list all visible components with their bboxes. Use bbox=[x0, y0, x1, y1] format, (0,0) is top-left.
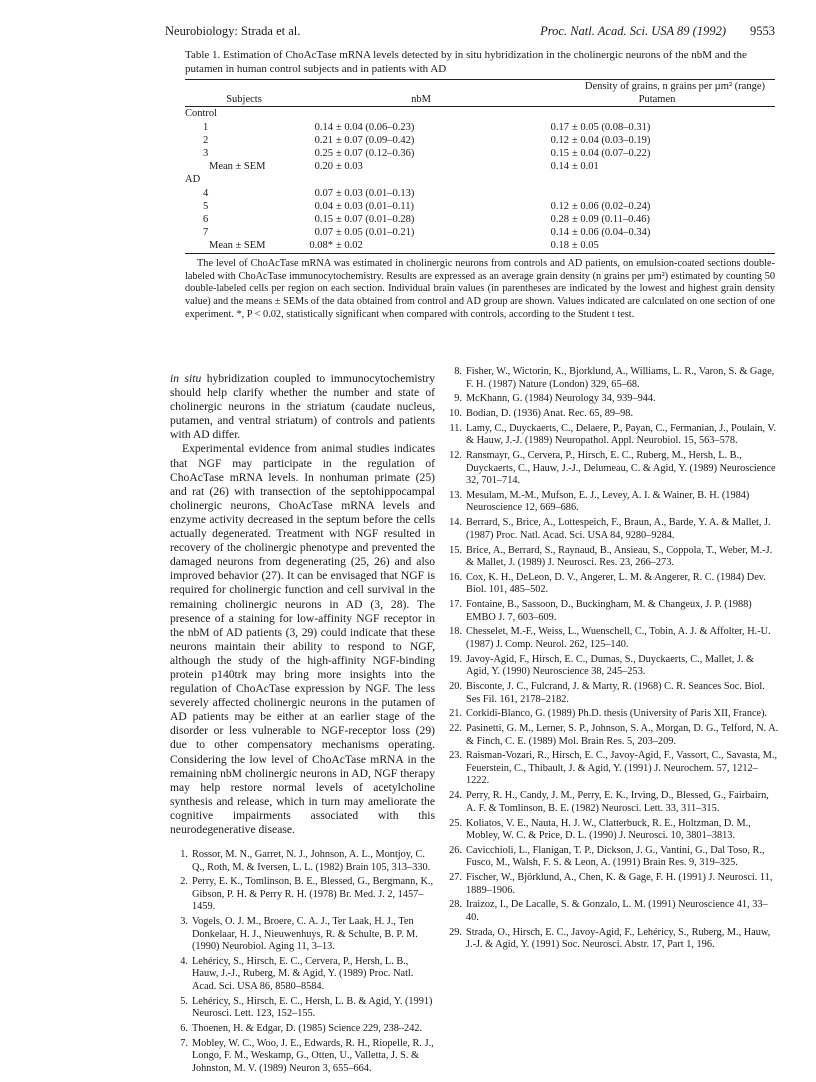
table-row bbox=[185, 213, 775, 226]
nbm-cell-value bbox=[303, 160, 363, 173]
reference-text: Corkidi-Blanco, G. (1989) Ph.D. thesis (University of Paris XII, France). bbox=[466, 708, 768, 720]
reference-text: Thoenen, H. & Edgar, D. (1985) Science 229, 238–242. bbox=[192, 1023, 423, 1035]
reference-number: 15. bbox=[449, 544, 462, 556]
reference-text: Perry, E. K., Tomlinson, B. E., Blessed, G., Bergmann, K., Gibson, P. H. & Perry R. H. (1978) Br. Med. J. 2, 1457–1459. bbox=[192, 876, 434, 913]
reference-text: Lehéricy, S., Hirsch, E. C., Hersh, L. B. & Agid, Y. (1991) Neurosci. Lett. 123, 152–155. bbox=[192, 995, 433, 1020]
reference-item bbox=[444, 708, 779, 721]
nbm-cell-sem: ± 0.04 (0.06–0.23) bbox=[336, 121, 415, 133]
reference-text: Perry, R. H., Candy, J. M., Perry, E. K., Irving, D., Blessed, G., Fairbairn, A. F. & Tomlinson, B. E. (1982) Neurosci. Lett. 33, 311–315. bbox=[466, 790, 769, 814]
nbm-cell-sem: ± 0.07 (0.09–0.42) bbox=[336, 134, 415, 146]
page-number: 9553 bbox=[750, 24, 775, 38]
reference-number: 6. bbox=[180, 1023, 188, 1035]
putamen-cell-sem: ± 0.01 bbox=[572, 161, 599, 173]
nbm-cell-mean: 0.25 bbox=[314, 148, 333, 160]
putamen-cell-mean: 0.28 bbox=[550, 214, 569, 226]
header-journal-name: Proc. Natl. Acad. Sci. USA 89 (1992) bbox=[540, 24, 726, 38]
putamen-cell-value bbox=[539, 160, 599, 173]
nbm-cell-mean: 0.21 bbox=[314, 134, 333, 146]
table-caption: Table 1. Estimation of ChoAcTase mRNA levels detected by in situ hybridization in the cholinergic neurons of the nbM and the putamen in human control subjects and in patients with AD bbox=[185, 49, 747, 75]
nbm-cell-value bbox=[303, 147, 414, 160]
nbm-cell-value bbox=[303, 134, 414, 147]
reference-text: Lehéricy, S., Hirsch, E. C., Cervera, P., Hersh, L. B., Hauw, J.-J., Ruberg, M. & Agid, Y. (1989) Proc. Natl. Acad. Sci. USA 86, 8580–8584. bbox=[192, 955, 414, 992]
putamen-cell-mean: 0.15 bbox=[550, 148, 569, 160]
putamen-cell bbox=[539, 121, 775, 134]
putamen-cell-mean: 0.12 bbox=[550, 134, 569, 146]
putamen-cell-value bbox=[539, 200, 650, 213]
reference-item bbox=[170, 956, 435, 994]
reference-item bbox=[444, 790, 779, 815]
table-row bbox=[185, 200, 775, 213]
reference-text: Ransmayr, G., Cervera, P., Hirsch, E. C., Ruberg, M., Hersh, L. B., Duyckaerts, C., Hauw, J.-J., Delumeau, C. & Agid, Y. (1989) Neuroscience 32, 701–714. bbox=[466, 450, 776, 487]
table-row bbox=[185, 187, 775, 200]
reference-number: 25. bbox=[449, 817, 462, 829]
putamen-cell-value bbox=[539, 213, 650, 226]
span-header: Density of grains, n grains per µm² (range) bbox=[584, 81, 765, 92]
reference-number: 21. bbox=[449, 708, 462, 720]
right-column bbox=[444, 366, 779, 954]
putamen-cell-mean: 0.12 bbox=[550, 200, 569, 212]
nbm-cell-sem: ± 0.03 (0.01–0.11) bbox=[336, 200, 414, 212]
nbm-cell-value bbox=[303, 239, 363, 252]
reference-text: Cox, K. H., DeLeon, D. V., Angerer, L. M. & Angerer, R. C. (1984) Dev. Biol. 101, 485–502. bbox=[466, 571, 766, 596]
reference-text: Fontaine, B., Sassoon, D., Buckingham, M. & Changeux, J. P. (1988) EMBO J. 7, 603–609. bbox=[466, 599, 752, 623]
reference-number: 12. bbox=[449, 450, 462, 462]
reference-item bbox=[444, 927, 779, 952]
putamen-cell-mean: 0.14 bbox=[550, 227, 569, 239]
reference-number: 16. bbox=[449, 571, 462, 583]
reference-number: 13. bbox=[449, 489, 462, 501]
reference-item bbox=[444, 517, 779, 542]
reference-text: Fischer, W., Björklund, A., Chen, K. & Gage, F. H. (1991) J. Neurosci. 11, 1889–1906. bbox=[466, 872, 773, 896]
left-column bbox=[170, 372, 435, 1078]
nbm-cell-value bbox=[303, 187, 414, 200]
nbm-cell bbox=[303, 147, 539, 160]
summary-row bbox=[185, 160, 775, 173]
putamen-cell bbox=[539, 160, 775, 173]
paragraph-2: Experimental evidence from animal studies indicates that NGF may participate in the regulation of ChoAcTase mRNA levels. In nonhuman primate (25) and rat (26) with transection of the septohippocampal cholinergic neurons, ChoAcTase mRNA levels and enzyme activity decreased in the septum before the cells actually degenerated. Treatment with NGF resulted in recovery of the cholinergic phenotype and prevented the damaged neurons from degenerating (25, 26) and also improved behavior (27). It can be envisaged that NGF is required for cholinergic function and cell survival in the remaining cholinergic neurons in AD (3, 28). The presence of a staining for low-affinity NGF receptor in the nbM of AD patients (3, 29) could indicate that these neurons maintain their ability to respond to NGF, although the study of the high-affinity NGF-binding protein p140trk may bring more insights into the regulation of ChoAcTase expression by NGF. The less severely affected cholinergic neurons in the putamen of AD patients may be either at an earlier stage of the disorder or less vulnerable to NGF-receptor loss (29) due to other compensatory mechanisms operating. Considering the low level of ChoAcTase mRNA in the remaining nbM cholinergic neurons in AD, NGF therapy may help restore normal levels of acetylcholine synthesis and release, which in turn may ameliorate the cognitive impairments associated with this neurodegenerative disease. bbox=[170, 442, 435, 836]
reference-item bbox=[444, 681, 779, 706]
nbm-cell-sem: ± 0.07 (0.01–0.28) bbox=[336, 214, 415, 226]
reference-text: Mobley, W. C., Woo, J. E., Edwards, R. H., Riopelle, R. J., Longo, F. M., Weskamp, G., Otten, U., Valletta, J. S. & Johnston, M. V. (1989) Neuron 3, 655–664. bbox=[192, 1037, 434, 1074]
putamen-cell-sem: ± 0.09 (0.11–0.46) bbox=[572, 214, 650, 226]
nbm-cell-sem: ± 0.05 (0.01–0.21) bbox=[336, 227, 415, 239]
reference-item bbox=[444, 450, 779, 488]
table-footnote: The level of ChoAcTase mRNA was estimated in cholinergic neurons from controls and AD patients, on emulsion-coated sections double-labeled with ChoAcTase immunocytochemistry. Results are expressed as an average grain density (n grains per µm²) estimated by counting 50 double-labeled cells per region on each section. Individual brain values (in parentheses are indicated by the lowest and highest grain density value) and the means ± SEMs of the data obtained from control and AD group are shown. Values indicated are calculated on one section of one experiment. *, P < 0.02, statistically significant when compared with controls, according to the Student t test. bbox=[185, 257, 775, 321]
reference-text: Javoy-Agid, F., Hirsch, E. C., Dumas, S., Duyckaerts, C., Mallet, J. & Agid, Y. (1990) Neuroscience 38, 245–253. bbox=[466, 653, 755, 678]
reference-number: 8. bbox=[454, 366, 462, 377]
header-section: Neurobiology: Strada et al. bbox=[165, 24, 301, 38]
reference-number: 20. bbox=[449, 681, 462, 693]
nbm-cell-mean: 0.07 bbox=[314, 187, 333, 199]
putamen-cell bbox=[539, 200, 775, 213]
header-journal bbox=[540, 24, 775, 39]
references-list-left bbox=[170, 849, 435, 1075]
putamen-cell-value bbox=[539, 147, 650, 160]
group-label: AD bbox=[185, 174, 201, 186]
nbm-cell bbox=[303, 200, 539, 213]
putamen-cell-value bbox=[539, 239, 599, 252]
reference-text: Mesulam, M.-M., Mufson, E. J., Levey, A. I. & Wainer, B. H. (1984) Neuroscience 12, 669–686. bbox=[466, 489, 750, 514]
putamen-cell-sem: ± 0.04 (0.07–0.22) bbox=[572, 148, 651, 160]
table-body bbox=[185, 107, 775, 253]
reference-number: 28. bbox=[449, 899, 462, 911]
reference-item bbox=[444, 366, 779, 391]
putamen-cell-value bbox=[539, 121, 650, 134]
nbm-cell-value bbox=[303, 226, 414, 239]
subject-id: 4 bbox=[203, 187, 209, 199]
putamen-cell-sem: ± 0.06 (0.02–0.24) bbox=[572, 200, 651, 212]
nbm-cell bbox=[303, 226, 539, 239]
reference-item bbox=[444, 490, 779, 515]
reference-number: 9. bbox=[454, 393, 462, 405]
reference-number: 26. bbox=[449, 844, 462, 856]
reference-text: Cavicchioli, L., Flanigan, T. P., Dickson, J. G., Vantini, G., Dal Toso, R., Fusco, M., Walsh, F. S. & Leon, A. (1991) Brain Res. 9, 319–325. bbox=[466, 844, 765, 869]
group-row bbox=[185, 173, 775, 186]
reference-item bbox=[170, 1038, 435, 1076]
putamen-cell-value bbox=[539, 134, 650, 147]
reference-number: 18. bbox=[449, 626, 462, 638]
subject-id: 7 bbox=[203, 227, 209, 239]
reference-text: Fisher, W., Wictorin, K., Bjorklund, A., Williams, L. R., Varon, S. & Gage, F. H. (1987) Nature (London) 329, 65–68. bbox=[466, 366, 775, 390]
table-row bbox=[185, 134, 775, 147]
nbm-cell bbox=[303, 121, 539, 134]
reference-text: McKhann, G. (1984) Neurology 34, 939–944. bbox=[466, 393, 656, 405]
nbm-cell-mean: 0.08* bbox=[309, 240, 333, 252]
reference-text: Vogels, O. J. M., Broere, C. A. J., Ter Laak, H. J., Ten Donkelaar, H. J., Nieuwenhuys, R. & Schulte, B. P. M. (1990) Neurobiol. Aging 11, 3–13. bbox=[192, 916, 418, 953]
reference-text: Iraizoz, I., De Lacalle, S. & Gonzalo, L. M. (1991) Neuroscience 41, 33–40. bbox=[466, 899, 768, 923]
nbm-cell bbox=[303, 213, 539, 226]
nbm-cell-mean: 0.14 bbox=[314, 121, 333, 133]
reference-text: Chesselet, M.-F., Weiss, L., Wuenschell, C., Tobin, A. J. & Affolter, H.-U. (1987) J. Comp. Neurol. 262, 125–140. bbox=[466, 626, 771, 650]
reference-text: Bodian, D. (1936) Anat. Rec. 65, 89–98. bbox=[466, 408, 634, 420]
reference-text: Rossor, M. N., Garret, N. J., Johnson, A. L., Montjoy, C. Q., Roth, M. & Iversen, L. L. (1982) Brain 105, 313–330. bbox=[192, 849, 431, 873]
nbm-cell-value bbox=[303, 200, 414, 213]
nbm-cell-sem: ± 0.03 bbox=[336, 161, 363, 173]
nbm-cell-sem: ± 0.02 bbox=[336, 240, 363, 252]
reference-item bbox=[444, 545, 779, 570]
reference-item bbox=[444, 393, 779, 406]
grain-density-table bbox=[185, 79, 775, 254]
group-label: Control bbox=[185, 108, 218, 120]
reference-item bbox=[444, 626, 779, 651]
reference-number: 27. bbox=[449, 872, 462, 884]
summary-label: Mean ± SEM bbox=[209, 161, 266, 173]
reference-item bbox=[444, 750, 779, 788]
putamen-cell bbox=[539, 147, 775, 160]
reference-text: Pasinetti, G. M., Lerner, S. P., Johnson, S. A., Morgan, D. G., Telford, N. A. & Finch, C. E. (1989) Mol. Brain Res. 5, 203–209. bbox=[466, 723, 779, 747]
subject-id: 3 bbox=[203, 148, 209, 160]
reference-number: 24. bbox=[449, 790, 462, 802]
col-header-putamen: Putamen bbox=[638, 94, 676, 106]
nbm-cell bbox=[303, 160, 539, 173]
putamen-cell-mean: 0.17 bbox=[550, 121, 569, 133]
reference-item bbox=[444, 599, 779, 624]
table-row bbox=[185, 147, 775, 160]
reference-item bbox=[444, 723, 779, 748]
putamen-cell bbox=[539, 213, 775, 226]
reference-item bbox=[170, 996, 435, 1021]
putamen-cell-mean: 0.14 bbox=[550, 161, 569, 173]
reference-item bbox=[170, 876, 435, 914]
reference-item bbox=[444, 423, 779, 448]
paragraph-1: in situ hybridization coupled to immunocytochemistry should help clarify whether the number and state of cholinergic neurons in the striatum (caudate nucleus, putamen, and ventral striatum) of controls and patients with AD differ. bbox=[170, 372, 436, 442]
subject-id: 2 bbox=[203, 134, 209, 146]
table-1 bbox=[185, 48, 775, 322]
table-row bbox=[185, 121, 775, 134]
putamen-cell-value bbox=[539, 226, 650, 239]
putamen-cell bbox=[539, 187, 775, 200]
reference-text: Koliatos, V. E., Nauta, H. J. W., Clatterbuck, R. E., Holtzman, D. M., Mobley, W. C. & Price, D. L. (1990) J. Neurosci. 10, 3801–3813. bbox=[466, 817, 751, 842]
reference-number: 23. bbox=[449, 750, 462, 762]
reference-text: Lamy, C., Duyckaerts, C., Delaere, P., Payan, C., Fermanian, J., Poulain, V. & Hauw, J.-J. (1989) Neuropathol. Appl. Neurobiol. 15, 563–578. bbox=[466, 422, 777, 447]
running-header bbox=[165, 24, 775, 42]
reference-item bbox=[444, 572, 779, 597]
reference-item bbox=[444, 654, 779, 679]
putamen-cell bbox=[539, 239, 775, 253]
reference-number: 29. bbox=[449, 926, 462, 938]
reference-item bbox=[170, 1023, 435, 1036]
reference-text: Brice, A., Berrard, S., Raynaud, B., Ansieau, S., Coppola, T., Weber, M.-J. & Mallet, J. (1989) J. Neurosci. Res. 23, 266–273. bbox=[466, 544, 773, 569]
reference-number: 14. bbox=[449, 517, 462, 529]
reference-item bbox=[444, 872, 779, 897]
reference-number: 2. bbox=[180, 876, 188, 888]
col-header-nbm: nbM bbox=[411, 94, 431, 106]
reference-item bbox=[444, 818, 779, 843]
nbm-cell-mean: 0.04 bbox=[314, 200, 333, 212]
body-text bbox=[170, 372, 435, 837]
reference-number: 10. bbox=[449, 408, 462, 420]
putamen-cell-mean: 0.18 bbox=[550, 240, 569, 252]
nbm-cell bbox=[303, 134, 539, 147]
reference-number: 7. bbox=[180, 1037, 188, 1049]
putamen-cell-sem: ± 0.06 (0.04–0.34) bbox=[572, 227, 651, 239]
putamen-cell-sem: ± 0.05 bbox=[572, 240, 599, 252]
reference-text: Bisconte, J. C., Fulcrand, J. & Marty, R. (1968) C. R. Seances Soc. Biol. Ses Fil. 161, 2178–2182. bbox=[466, 681, 765, 705]
reference-text: Berrard, S., Brice, A., Lottespeich, F., Braun, A., Barde, Y. A. & Mallet, J. (1987) Proc. Natl. Acad. Sci. USA 84, 9280–9284. bbox=[466, 517, 771, 541]
nbm-cell-mean: 0.15 bbox=[314, 214, 333, 226]
reference-number: 11. bbox=[449, 422, 462, 434]
nbm-cell-value bbox=[303, 213, 414, 226]
subject-id: 5 bbox=[203, 200, 209, 212]
putamen-cell bbox=[539, 134, 775, 147]
col-header-subjects: Subjects bbox=[226, 94, 262, 106]
references-list-right bbox=[444, 366, 779, 952]
nbm-cell bbox=[303, 239, 539, 253]
nbm-cell-sem: ± 0.03 (0.01–0.13) bbox=[336, 187, 415, 199]
reference-item bbox=[170, 916, 435, 954]
nbm-cell-mean: 0.20 bbox=[314, 161, 333, 173]
reference-number: 1. bbox=[180, 849, 188, 861]
reference-number: 5. bbox=[180, 995, 188, 1007]
summary-label: Mean ± SEM bbox=[209, 240, 266, 252]
reference-number: 3. bbox=[180, 916, 188, 928]
subject-id: 6 bbox=[203, 214, 209, 226]
reference-text: Raisman-Vozari, R., Hirsch, E. C., Javoy-Agid, F., Vassort, C., Savasta, M., Feuerstein, C., Thibault, J. & Agid, Y. (1991) J. Neurochem. 57, 1212–1222. bbox=[466, 750, 778, 787]
nbm-cell-mean: 0.07 bbox=[314, 227, 333, 239]
reference-number: 4. bbox=[180, 955, 188, 967]
reference-item bbox=[444, 845, 779, 870]
putamen-cell-sem: ± 0.04 (0.03–0.19) bbox=[572, 134, 651, 146]
reference-item bbox=[444, 408, 779, 421]
group-row bbox=[185, 107, 775, 121]
reference-text: Strada, O., Hirsch, E. C., Javoy-Agid, F., Lehéricy, S., Ruberg, M., Hauw, J.-J. & Agid, Y. (1991) Soc. Neurosci. Abstr. 17, Part 1, 196. bbox=[466, 926, 771, 951]
table-row bbox=[185, 226, 775, 239]
reference-item bbox=[170, 849, 435, 874]
nbm-cell bbox=[303, 187, 539, 200]
nbm-cell-value bbox=[303, 121, 414, 134]
reference-number: 19. bbox=[449, 653, 462, 665]
summary-row bbox=[185, 239, 775, 253]
subject-id: 1 bbox=[203, 121, 209, 133]
reference-number: 22. bbox=[449, 723, 462, 735]
putamen-cell-sem: ± 0.05 (0.08–0.31) bbox=[572, 121, 651, 133]
reference-number: 17. bbox=[449, 599, 462, 611]
putamen-cell bbox=[539, 226, 775, 239]
reference-item bbox=[444, 899, 779, 924]
nbm-cell-sem: ± 0.07 (0.12–0.36) bbox=[336, 148, 415, 160]
